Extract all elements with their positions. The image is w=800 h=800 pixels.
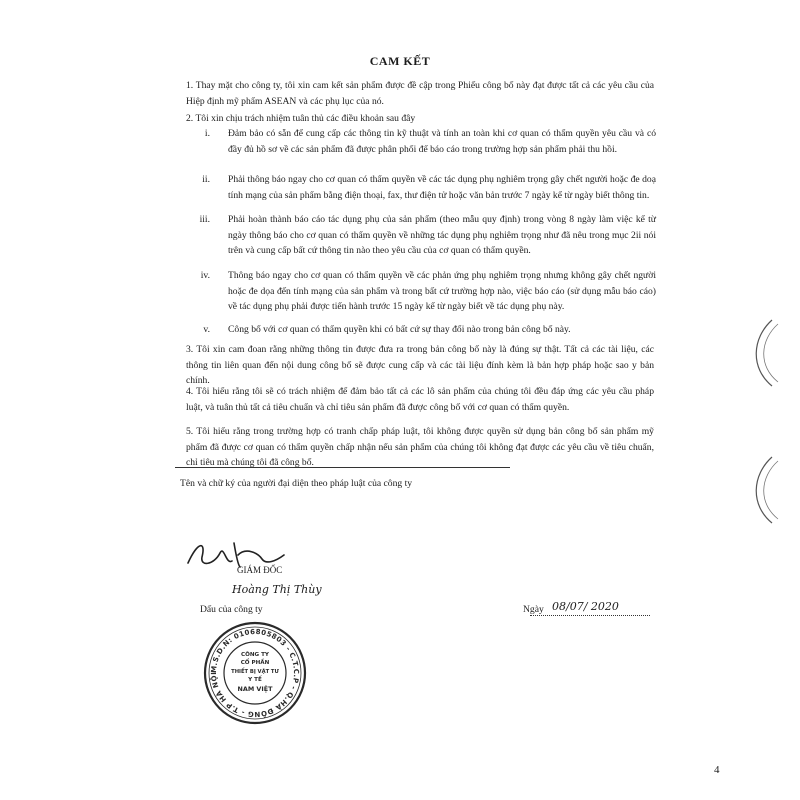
subclause-number: v. [203,324,210,335]
edge-stamp-mark [742,455,782,525]
clause-4 [186,384,654,415]
clause-text: Tôi hiểu rằng trong trường hợp có tranh chấp pháp luật, tôi không được quyền sử dụng bản công bố sản phẩm mỹ phẩm đã được cơ quan có thẩm quyền chấp nhận nếu sản phẩm của chúng tôi không đạt được các yêu cầu về tiêu chuẩn, chỉ tiêu mà chúng tôi đã công bố. [186,426,654,468]
subclause-number: iii. [199,214,210,225]
stamp-line: NAM VIỆT [237,685,273,693]
signer-name: Hoàng Thị Thùy [232,583,322,596]
stamp-line: CỔ PHẦN [240,660,270,666]
position-title: GIÁM ĐỐC [237,565,283,575]
date-line [530,615,650,616]
clause-text: Thay mặt cho công ty, tôi xin cam kết sản phẩm được đề cập trong Phiếu công bố này đạt được tất cả các yêu cầu của Hiệp định mỹ phẩm ASEAN và các phụ lục của nó. [186,80,655,107]
edge-stamp-mark [742,318,782,388]
stamp-line: THIẾT BỊ VẬT TƯ [231,669,279,675]
subclause-number: i. [204,128,210,139]
subclause-v: Công bố với cơ quan có thẩm quyền khi có bất cứ sự thay đổi nào trong bản công bố này. [228,324,571,335]
clause-2 [186,111,654,127]
clause-text: Tôi xin chịu trách nhiệm tuân thủ các điều khoản sau đây [195,113,416,124]
clause-number: 5. [186,426,194,437]
signature-line [175,467,510,468]
clause-number: 1. [186,80,194,91]
company-stamp [202,620,308,726]
subclause-number: ii. [202,174,210,185]
clause-text: Tôi xin cam đoan rằng những thông tin được đưa ra trong bản công bố này là đúng sự thật. Tất cả các tài liệu, các thông tin liên quan đến nội dung công bố sẽ được cung cấp và các tài liệu đính kèm là bản hợp pháp hoặc sao y bản chính. [186,344,654,386]
stamp-line: Y TẾ [248,677,262,683]
subclause-iii: Phải hoàn thành báo cáo tác dụng phụ của sản phẩm (theo mẫu quy định) trong vòng 8 ngày làm việc kể từ ngày thông báo cho cơ quan có thẩm quyền về những tác dụng phụ nghiêm trọng như đã nêu trong mục 2ii nói trên và cung cấp bất cứ thông tin nào theo yêu cầu của cơ quan có thẩm quyền. [228,214,656,256]
clause-5 [186,424,654,471]
subclause-iv: Thông báo ngay cho cơ quan có thẩm quyền về các phản ứng phụ nghiêm trọng nhưng không gây chết người hoặc đe dọa đến tính mạng của sản phẩm và trong bất cứ trường hợp nào, việc báo cáo (sử dụng mẫu báo cáo) về tác dụng phụ phải được tiến hành trước 15 ngày kể từ ngày biết về tác dụng phụ này. [228,270,656,312]
subclause-number: iv. [200,270,210,281]
subclause-i: Đảm bảo có sẵn để cung cấp các thông tin kỹ thuật và tính an toàn khi cơ quan có thẩm quyền yêu cầu và có đầy đủ hồ sơ về các sản phẩm đã được phân phối để báo cáo trong trường hợp sản phẩm phải thu hồi. [228,128,656,155]
seal-caption: Dấu của công ty [200,604,263,615]
clause-1 [186,78,654,109]
clause-text: Tôi hiểu rằng tôi sẽ có trách nhiệm để đảm bảo tất cả các lô sản phẩm của chúng tôi đều đáp ứng các yêu cầu pháp luật, và tuân thủ tất cả tiêu chuẩn và chỉ tiêu sản phẩm đã được công bố với cơ quan có thẩm quyền. [186,386,654,413]
svg-text:M.S.D.N: 0106805803 - C.T.C.P: M.S.D.N: 0106805803 - C.T.C.P - Q.HÀ ĐÔNG - T.P HÀ NỘI [209,627,301,719]
date-label: Ngày [523,604,544,615]
document-title: CAM KẾT [369,54,431,68]
subclause-ii: Phải thông báo ngay cho cơ quan có thẩm quyền về các tác dụng phụ nghiêm trọng gây chết người hoặc đe doạ tính mạng của sản phẩm bằng điện thoại, fax, thư điện tử hoặc văn bản trước 7 ngày kể từ ngày biết thông tin. [228,174,656,201]
clause-3 [186,342,654,389]
clause-number: 4. [186,386,194,397]
page-number: 4 [714,764,720,776]
signature-caption: Tên và chữ ký của người đại diện theo pháp luật của công ty [180,478,413,489]
clause-number: 3. [186,344,194,355]
date-value: 08/07/ 2020 [552,600,619,613]
clause-number: 2. [186,113,194,124]
stamp-line: CÔNG TY [241,652,269,658]
